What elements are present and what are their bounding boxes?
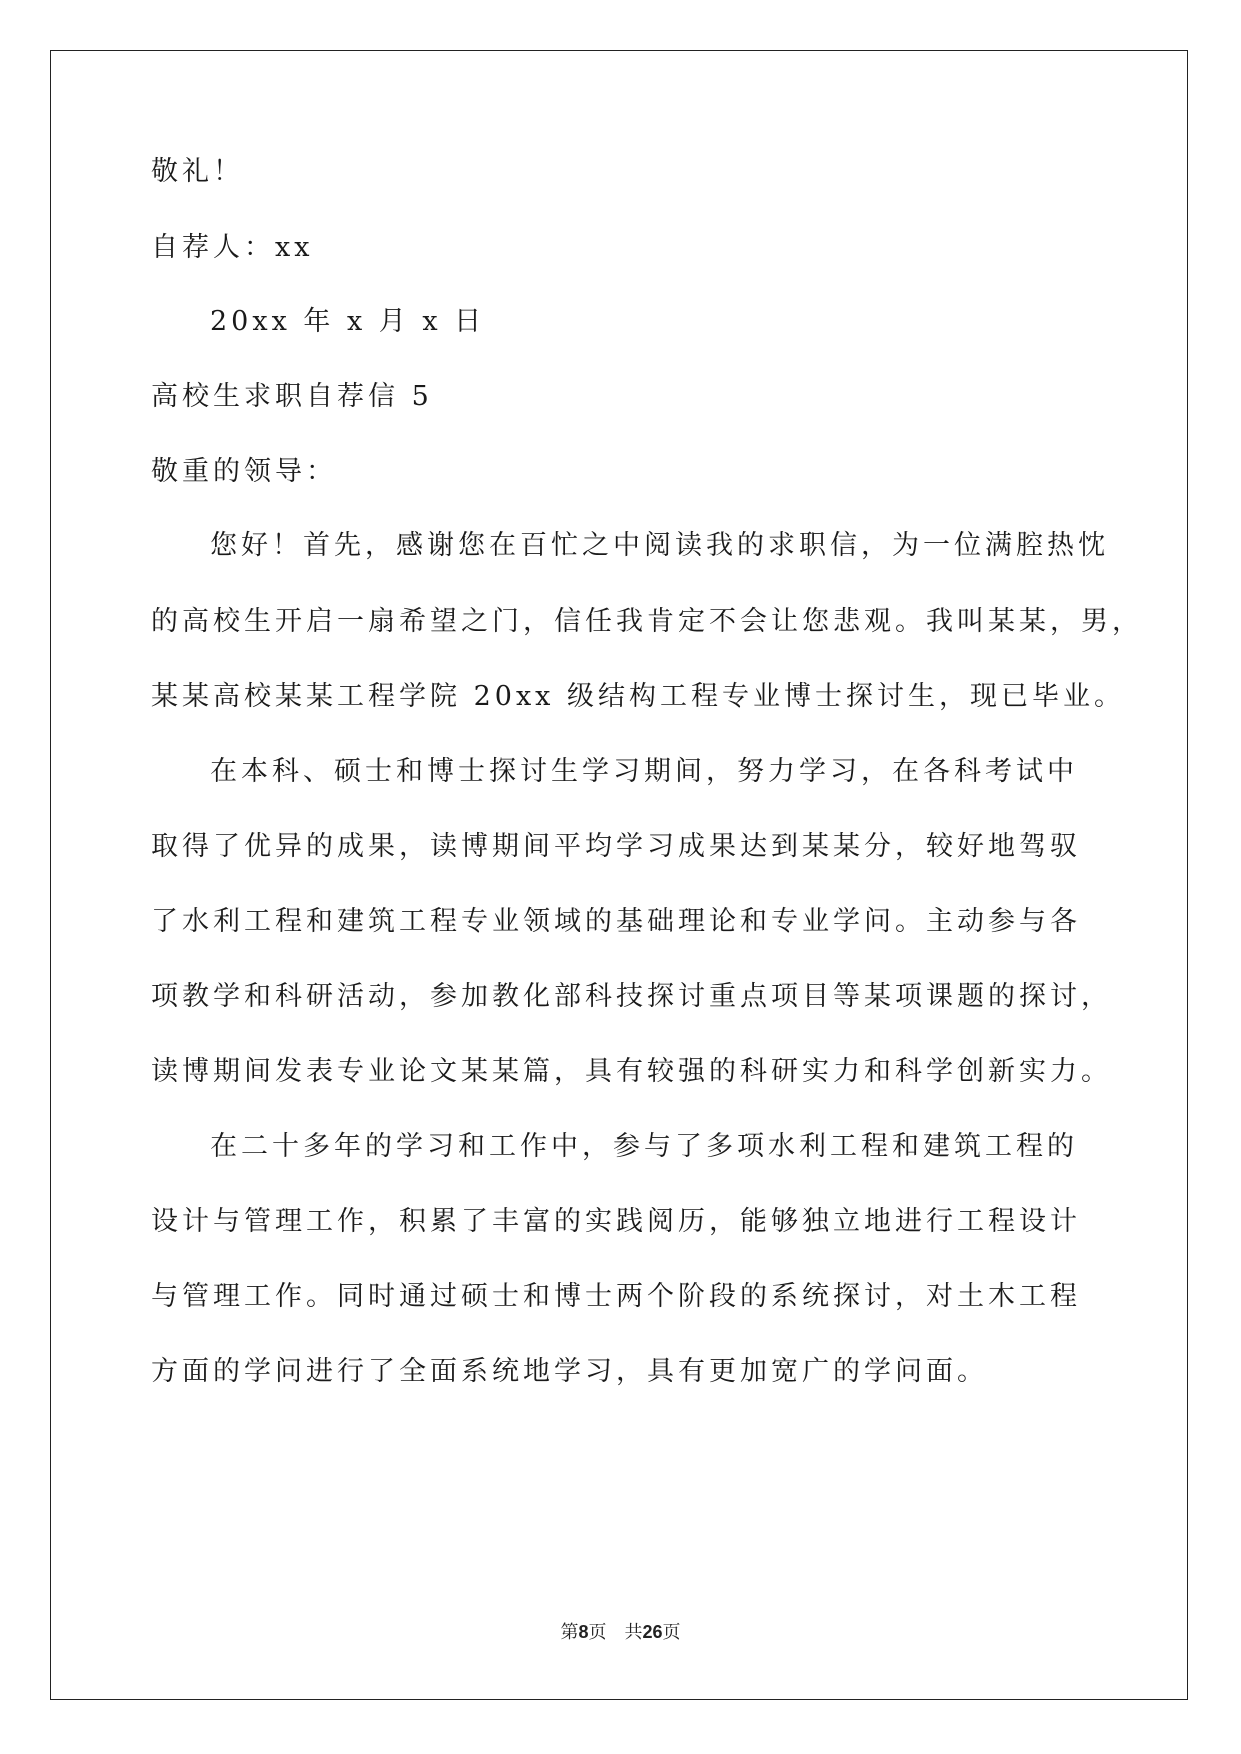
letter-title: 高校生求职自荐信 5 bbox=[151, 381, 433, 412]
page-border bbox=[50, 50, 1188, 1700]
paragraph-2-line-3: 了水利工程和建筑工程专业领域的基础理论和专业学问。主动参与各 bbox=[151, 906, 1081, 937]
paragraph-3-line-1: 在二十多年的学习和工作中，参与了多项水利工程和建筑工程的 bbox=[210, 1131, 1078, 1162]
paragraph-2-line-5: 读博期间发表专业论文某某篇，具有较强的科研实力和科学创新实力。 bbox=[151, 1056, 1112, 1087]
paragraph-3-line-3: 与管理工作。同时通过硕士和博士两个阶段的系统探讨，对土木工程 bbox=[151, 1281, 1081, 1312]
date-line: 20xx 年 x 月 x 日 bbox=[210, 306, 486, 337]
page-mid: 页 共 bbox=[588, 1622, 643, 1643]
recommender-line: 自荐人：xx bbox=[151, 232, 314, 263]
paragraph-3-line-4: 方面的学问进行了全面系统地学习，具有更加宽广的学问面。 bbox=[151, 1356, 988, 1387]
paragraph-2-line-1: 在本科、硕士和博士探讨生学习期间，努力学习，在各科考试中 bbox=[210, 756, 1078, 787]
paragraph-2-line-4: 项教学和科研活动，参加教化部科技探讨重点项目等某项课题的探讨， bbox=[151, 981, 1112, 1012]
paragraph-2-line-2: 取得了优异的成果，读博期间平均学习成果达到某某分，较好地驾驭 bbox=[151, 831, 1081, 862]
current-page-number: 8 bbox=[578, 1622, 589, 1642]
total-page-number: 26 bbox=[642, 1622, 663, 1642]
page-suffix: 页 bbox=[662, 1622, 681, 1643]
paragraph-1-line-1: 您好！首先，感谢您在百忙之中阅读我的求职信，为一位满腔热忱 bbox=[210, 530, 1109, 561]
paragraph-3-line-2: 设计与管理工作，积累了丰富的实践阅历，能够独立地进行工程设计 bbox=[151, 1206, 1081, 1237]
paragraph-1-line-3: 某某高校某某工程学院 20xx 级结构工程专业博士探讨生，现已毕业。 bbox=[151, 681, 1125, 712]
page-number-footer bbox=[0, 1618, 1241, 1644]
page-prefix: 第 bbox=[560, 1622, 579, 1643]
greeting: 敬重的领导： bbox=[151, 456, 337, 487]
closing-salutation: 敬礼！ bbox=[151, 156, 244, 187]
paragraph-1-line-2: 的高校生开启一扇希望之门，信任我肯定不会让您悲观。我叫某某，男， bbox=[151, 606, 1143, 637]
